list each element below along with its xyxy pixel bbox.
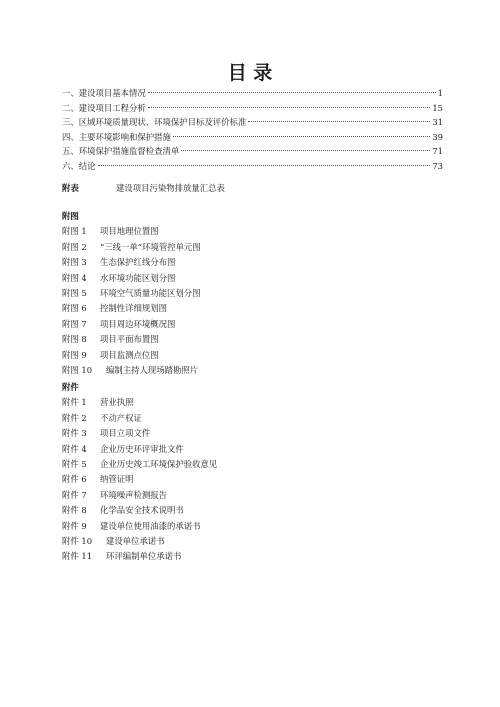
figure-title: 编制主持人现场踏勘照片 — [106, 364, 199, 375]
attachment-number: 附件 10 — [62, 535, 93, 546]
attachment-title: 环境噪声检测报告 — [100, 489, 167, 500]
toc-leader-dots — [98, 165, 431, 166]
toc-entry[interactable] — [62, 130, 443, 145]
toc-entry-page: 73 — [432, 160, 443, 171]
attachment-title: 化学品安全技术说明书 — [100, 505, 184, 516]
figures-heading: 附图 — [62, 211, 79, 221]
figure-number: 附图 1 — [62, 226, 87, 237]
attachment-title: 企业历史竣工环境保护验收意见 — [100, 458, 218, 469]
figure-item — [62, 240, 201, 255]
figure-item — [62, 286, 201, 301]
attachment-title: 建设单位使用油漆的承诺书 — [100, 520, 201, 531]
attachment-number: 附件 6 — [62, 474, 87, 485]
table-of-contents — [62, 86, 443, 174]
toc-entry[interactable] — [62, 159, 443, 174]
figures-section — [62, 209, 201, 378]
figure-number: 附图 4 — [62, 272, 87, 283]
figure-number: 附图 10 — [62, 364, 93, 375]
figure-title: 项目地理位置图 — [100, 226, 159, 237]
attachments-heading: 附件 — [62, 382, 79, 392]
attachment-item — [62, 426, 217, 441]
attachment-number: 附件 2 — [62, 412, 87, 423]
toc-entry-label: 五、环境保护措施监督检查清单 — [62, 146, 180, 157]
figure-title: 生态保护红线分布图 — [100, 257, 176, 268]
toc-entry-page: 1 — [437, 88, 443, 98]
attachment-title: 纳管证明 — [100, 474, 134, 485]
figure-title: 项目平面布置图 — [100, 334, 159, 345]
attachment-number: 附件 11 — [62, 551, 93, 562]
attachment-number: 附件 9 — [62, 520, 87, 531]
schedule-text: 建设项目污染物排放量汇总表 — [116, 183, 225, 193]
page-title: 目 录 — [227, 62, 273, 84]
attachment-title: 营业执照 — [100, 397, 134, 408]
figure-item — [62, 348, 201, 363]
attachment-title: 建设单位承诺书 — [106, 535, 165, 546]
toc-entry-page: 31 — [432, 117, 443, 128]
toc-entry-label: 二、建设项目工程分析 — [62, 102, 146, 113]
toc-entry-label: 四、主要环境影响和保护措施 — [62, 131, 171, 142]
toc-entry-page: 15 — [432, 102, 443, 113]
figure-title: 项目周边环境概况图 — [100, 318, 176, 329]
figure-title: 环境空气质量功能区划分图 — [100, 287, 201, 298]
attachment-item — [62, 519, 217, 534]
toc-entry-label: 六、结论 — [62, 160, 96, 171]
schedule-heading: 附表 — [62, 183, 79, 193]
figure-item — [62, 224, 201, 239]
figure-title: 水环境功能区划分图 — [100, 272, 176, 283]
figure-item — [62, 301, 201, 316]
attachment-number: 附件 8 — [62, 505, 87, 516]
figure-number: 附图 2 — [62, 241, 87, 252]
attachment-item — [62, 472, 217, 487]
toc-entry[interactable] — [62, 86, 443, 101]
toc-entry-page: 39 — [432, 131, 443, 142]
attachment-item — [62, 534, 217, 549]
toc-leader-dots — [181, 150, 430, 151]
toc-entry[interactable] — [62, 101, 443, 116]
figure-item — [62, 317, 201, 332]
attachments-section — [62, 380, 217, 565]
figure-item — [62, 255, 201, 270]
toc-leader-dots — [173, 136, 430, 137]
figure-title: 控制性详细规划图 — [100, 303, 167, 314]
figure-number: 附图 5 — [62, 287, 87, 298]
attachment-item — [62, 503, 217, 518]
attachment-number: 附件 7 — [62, 489, 87, 500]
toc-entry-label: 三、区域环境质量现状、环境保护目标及评价标准 — [62, 117, 247, 128]
figure-item — [62, 271, 201, 286]
attachment-title: 不动产权证 — [100, 412, 142, 423]
attachment-number: 附件 1 — [62, 397, 87, 408]
toc-leader-dots — [148, 107, 431, 108]
toc-leader-dots — [148, 92, 436, 93]
attachment-item — [62, 457, 217, 472]
toc-entry[interactable] — [62, 144, 443, 159]
figure-number: 附图 8 — [62, 334, 87, 345]
attachment-number: 附件 5 — [62, 458, 87, 469]
figure-item — [62, 363, 201, 378]
attachment-number: 附件 3 — [62, 428, 87, 439]
toc-leader-dots — [248, 121, 430, 122]
toc-entry[interactable] — [62, 115, 443, 130]
attachment-item — [62, 411, 217, 426]
attachment-item — [62, 488, 217, 503]
figure-item — [62, 332, 201, 347]
attachment-title: 项目立项文件 — [100, 428, 151, 439]
toc-entry-page: 71 — [432, 146, 443, 157]
attachment-number: 附件 4 — [62, 443, 87, 454]
schedule-entry — [62, 181, 225, 196]
figure-number: 附图 3 — [62, 257, 87, 268]
figure-number: 附图 7 — [62, 318, 87, 329]
attachment-title: 环评编制单位承诺书 — [106, 551, 182, 562]
figure-number: 附图 6 — [62, 303, 87, 314]
figure-title: 项目监测点位图 — [100, 349, 159, 360]
attachment-item — [62, 549, 217, 564]
attachment-item — [62, 442, 217, 457]
toc-entry-label: 一、建设项目基本情况 — [62, 88, 146, 98]
figure-title: “三线一单”环境管控单元图 — [100, 241, 201, 252]
attachment-item — [62, 395, 217, 410]
attachment-title: 企业历史环评审批文件 — [100, 443, 184, 454]
figure-number: 附图 9 — [62, 349, 87, 360]
